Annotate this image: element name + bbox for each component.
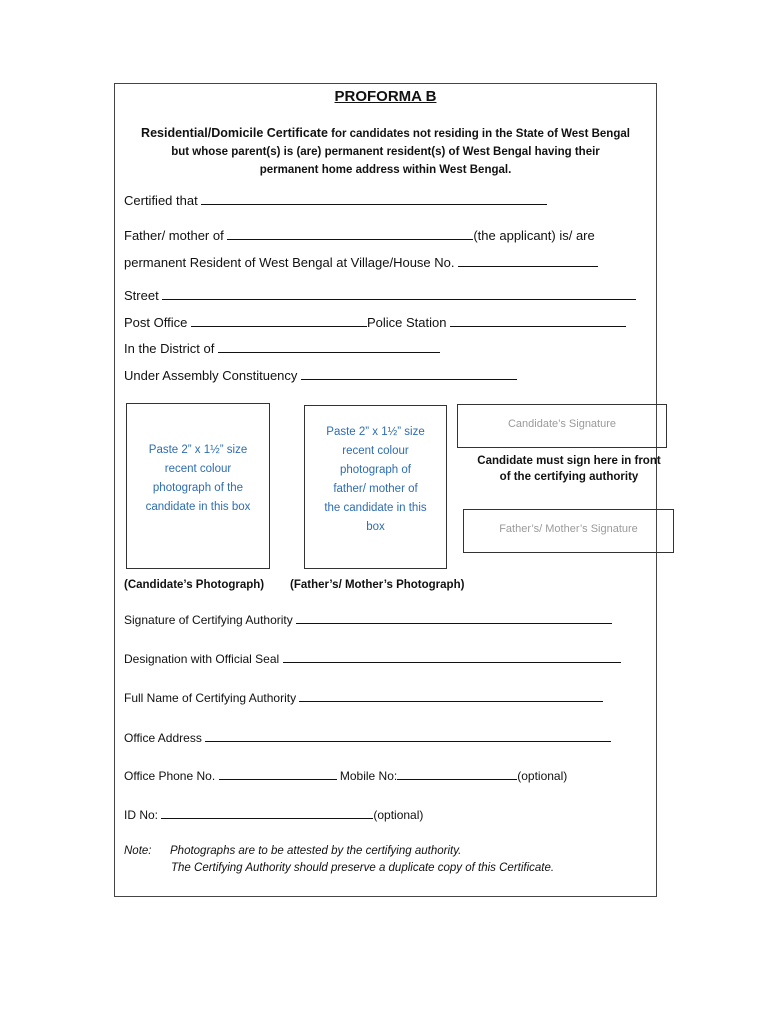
father-mother-blank[interactable] [227, 228, 473, 240]
parent-photo-text-2: recent colour [342, 445, 409, 457]
mobile-label: Mobile No: [339, 769, 398, 783]
note-line1: Photographs are to be attested by the certifying authority. [170, 845, 462, 857]
district-blank[interactable] [218, 341, 440, 353]
full-name-row [124, 690, 603, 705]
note-label: Note: [124, 845, 152, 857]
certified-that-blank[interactable] [201, 193, 547, 205]
sign-note-line2: of the certifying authority [499, 471, 639, 483]
office-address-label: Office Address [124, 731, 202, 745]
designation-label: Designation with Official Seal [124, 652, 280, 666]
post-office-blank[interactable] [191, 315, 367, 327]
permanent-resident-row [124, 255, 598, 270]
post-office-row [124, 315, 626, 330]
candidate-photo-caption: (Candidate’s Photograph) [124, 579, 265, 591]
parent-signature-label: Father’s/ Mother’s Signature [499, 523, 638, 535]
police-station-label: Police Station [366, 315, 447, 330]
authority-signature-label: Signature of Certifying Authority [124, 613, 293, 627]
district-row [124, 341, 440, 356]
designation-row [124, 651, 621, 666]
father-mother-label: Father/ mother of [124, 228, 224, 243]
candidate-signature-label: Candidate’s Signature [507, 418, 617, 430]
note-line2: The Certifying Authority should preserve a duplicate copy of this Certificate. [171, 862, 555, 874]
parent-photo-caption: (Father’s/ Mother’s Photograph) [290, 579, 465, 591]
street-blank[interactable] [162, 288, 636, 300]
mobile-optional: (optional) [517, 769, 568, 783]
certified-that-row [124, 193, 547, 208]
assembly-blank[interactable] [301, 368, 517, 380]
form-subtitle [114, 124, 657, 179]
office-phone-label: Office Phone No. [124, 769, 216, 783]
street-label: Street [124, 288, 159, 303]
candidate-photo-text-4: candidate in this box [145, 501, 251, 513]
candidate-photo-text-3: photograph of the [152, 482, 244, 494]
certified-that-label: Certified that [124, 193, 198, 208]
parent-photo-text-6: box [366, 521, 385, 533]
district-label: In the District of [124, 341, 215, 356]
candidate-photo-text-1: Paste 2” x 1½” size [148, 444, 248, 456]
office-address-row [124, 730, 611, 745]
phone-row [124, 768, 567, 783]
parent-photo-text-3: photograph of [340, 464, 411, 476]
subtitle-line2: but whose parent(s) is (are) permanent resident(s) of West Bengal having their [171, 146, 600, 158]
post-office-label: Post Office [124, 315, 188, 330]
applicant-suffix: (the applicant) is/ are [473, 228, 595, 243]
full-name-label: Full Name of Certifying Authority [124, 691, 297, 705]
sign-note [457, 453, 681, 485]
subtitle-bold-lead: Residential/Domicile Certificate [141, 126, 328, 140]
police-station-blank[interactable] [450, 315, 626, 327]
subtitle-line1: for candidates not residing in the State of West Bengal [327, 128, 630, 140]
id-blank[interactable] [161, 807, 373, 819]
parent-photo-text-5: the candidate in this [324, 502, 427, 514]
parent-photo-text-4: father/ mother of [333, 483, 418, 495]
candidate-photo-text-2: recent colour [164, 463, 232, 475]
subtitle-line3: permanent home address within West Bengal. [259, 164, 512, 176]
authority-signature-row [124, 612, 612, 627]
street-row [124, 288, 636, 303]
office-phone-blank[interactable] [219, 768, 337, 780]
village-house-blank[interactable] [458, 255, 598, 267]
parent-photo-instructions [304, 423, 447, 537]
id-row [124, 807, 423, 822]
candidate-photo-instructions [126, 441, 270, 517]
authority-signature-blank[interactable] [296, 612, 612, 624]
assembly-label: Under Assembly Constituency [124, 368, 298, 383]
office-address-blank[interactable] [205, 730, 611, 742]
sign-note-line1: Candidate must sign here in front [477, 455, 661, 467]
form-title: PROFORMA B [334, 88, 437, 105]
full-name-blank[interactable] [299, 690, 603, 702]
designation-blank[interactable] [283, 651, 621, 663]
parent-photo-text-1: Paste 2” x 1½” size [326, 426, 425, 438]
id-optional: (optional) [373, 808, 424, 822]
permanent-resident-label: permanent Resident of West Bengal at Village/House No. [124, 255, 455, 270]
mobile-blank[interactable] [397, 768, 517, 780]
father-mother-row [124, 228, 595, 243]
id-label: ID No: [124, 808, 159, 822]
assembly-row [124, 368, 517, 383]
